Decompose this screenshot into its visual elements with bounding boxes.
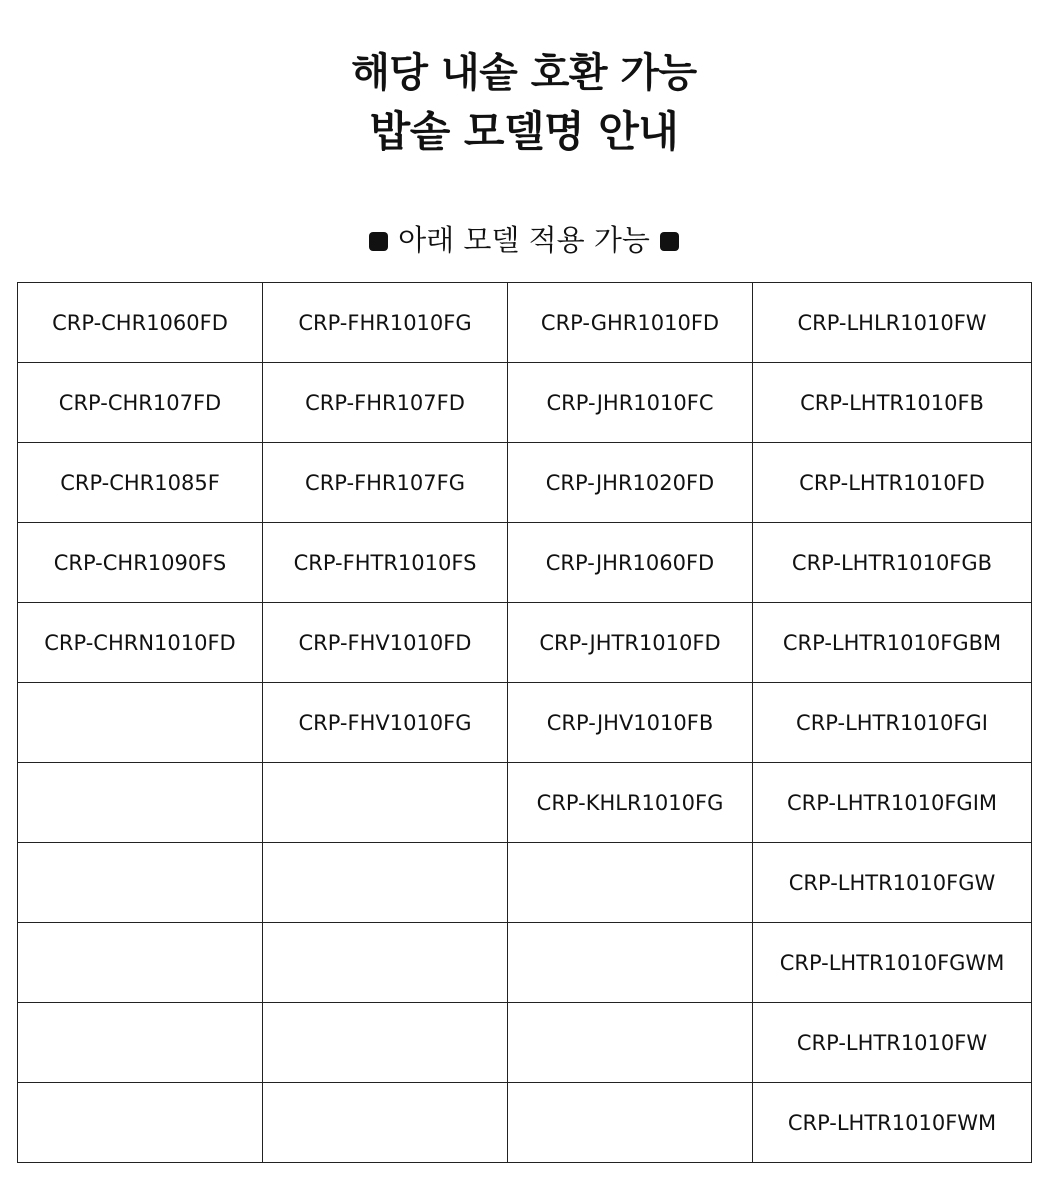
model-name-cell: CRP-KHLR1010FG bbox=[508, 763, 753, 843]
model-name-cell: CRP-LHTR1010FWM bbox=[753, 1083, 1032, 1163]
empty-cell bbox=[18, 923, 263, 1003]
model-name-cell: CRP-CHR107FD bbox=[18, 363, 263, 443]
table-row bbox=[18, 763, 1032, 843]
model-name-cell: CRP-LHTR1010FGWM bbox=[753, 923, 1032, 1003]
model-name-cell: CRP-LHTR1010FD bbox=[753, 443, 1032, 523]
empty-cell bbox=[263, 1083, 508, 1163]
empty-cell bbox=[18, 1083, 263, 1163]
empty-cell bbox=[263, 1003, 508, 1083]
empty-cell bbox=[263, 763, 508, 843]
empty-cell bbox=[508, 1003, 753, 1083]
table-row bbox=[18, 603, 1032, 683]
model-name-cell: CRP-CHR1085F bbox=[18, 443, 263, 523]
empty-cell bbox=[18, 1003, 263, 1083]
table-row bbox=[18, 923, 1032, 1003]
model-name-cell: CRP-FHR1010FG bbox=[263, 283, 508, 363]
empty-cell bbox=[508, 843, 753, 923]
model-name-cell: CRP-CHRN1010FD bbox=[18, 603, 263, 683]
model-name-cell: CRP-CHR1060FD bbox=[18, 283, 263, 363]
model-table bbox=[17, 282, 1032, 1163]
model-table-body bbox=[18, 283, 1032, 1163]
model-name-cell: CRP-JHR1020FD bbox=[508, 443, 753, 523]
model-name-cell: CRP-CHR1090FS bbox=[18, 523, 263, 603]
model-name-cell: CRP-FHTR1010FS bbox=[263, 523, 508, 603]
empty-cell bbox=[508, 923, 753, 1003]
table-row bbox=[18, 283, 1032, 363]
empty-cell bbox=[263, 923, 508, 1003]
model-name-cell: CRP-FHR107FD bbox=[263, 363, 508, 443]
table-row bbox=[18, 363, 1032, 443]
model-name-cell: CRP-LHTR1010FW bbox=[753, 1003, 1032, 1083]
model-name-cell: CRP-JHV1010FB bbox=[508, 683, 753, 763]
model-name-cell: CRP-LHTR1010FGW bbox=[753, 843, 1032, 923]
table-row bbox=[18, 523, 1032, 603]
model-name-cell: CRP-JHTR1010FD bbox=[508, 603, 753, 683]
model-name-cell: CRP-GHR1010FD bbox=[508, 283, 753, 363]
model-name-cell: CRP-LHLR1010FW bbox=[753, 283, 1032, 363]
table-row bbox=[18, 1083, 1032, 1163]
section-subtitle bbox=[0, 218, 1048, 262]
subtitle-text: 아래 모델 적용 가능 bbox=[398, 223, 650, 257]
square-bullet-icon bbox=[660, 232, 679, 251]
model-name-cell: CRP-LHTR1010FGBM bbox=[753, 603, 1032, 683]
page-title-line1: 해당 내솥 호환 가능 bbox=[351, 50, 697, 96]
table-row bbox=[18, 843, 1032, 923]
page-title-line2: 밥솥 모델명 안내 bbox=[369, 107, 679, 156]
model-name-cell: CRP-LHTR1010FGI bbox=[753, 683, 1032, 763]
table-row bbox=[18, 683, 1032, 763]
model-name-cell: CRP-JHR1060FD bbox=[508, 523, 753, 603]
model-name-cell: CRP-LHTR1010FB bbox=[753, 363, 1032, 443]
empty-cell bbox=[18, 843, 263, 923]
table-row bbox=[18, 443, 1032, 523]
model-name-cell: CRP-LHTR1010FGIM bbox=[753, 763, 1032, 843]
model-name-cell: CRP-FHR107FG bbox=[263, 443, 508, 523]
empty-cell bbox=[508, 1083, 753, 1163]
empty-cell bbox=[263, 843, 508, 923]
model-name-cell: CRP-FHV1010FG bbox=[263, 683, 508, 763]
model-name-cell: CRP-LHTR1010FGB bbox=[753, 523, 1032, 603]
empty-cell bbox=[18, 683, 263, 763]
empty-cell bbox=[18, 763, 263, 843]
page-header bbox=[0, 44, 1048, 162]
square-bullet-icon bbox=[369, 232, 388, 251]
table-row bbox=[18, 1003, 1032, 1083]
model-name-cell: CRP-JHR1010FC bbox=[508, 363, 753, 443]
model-name-cell: CRP-FHV1010FD bbox=[263, 603, 508, 683]
